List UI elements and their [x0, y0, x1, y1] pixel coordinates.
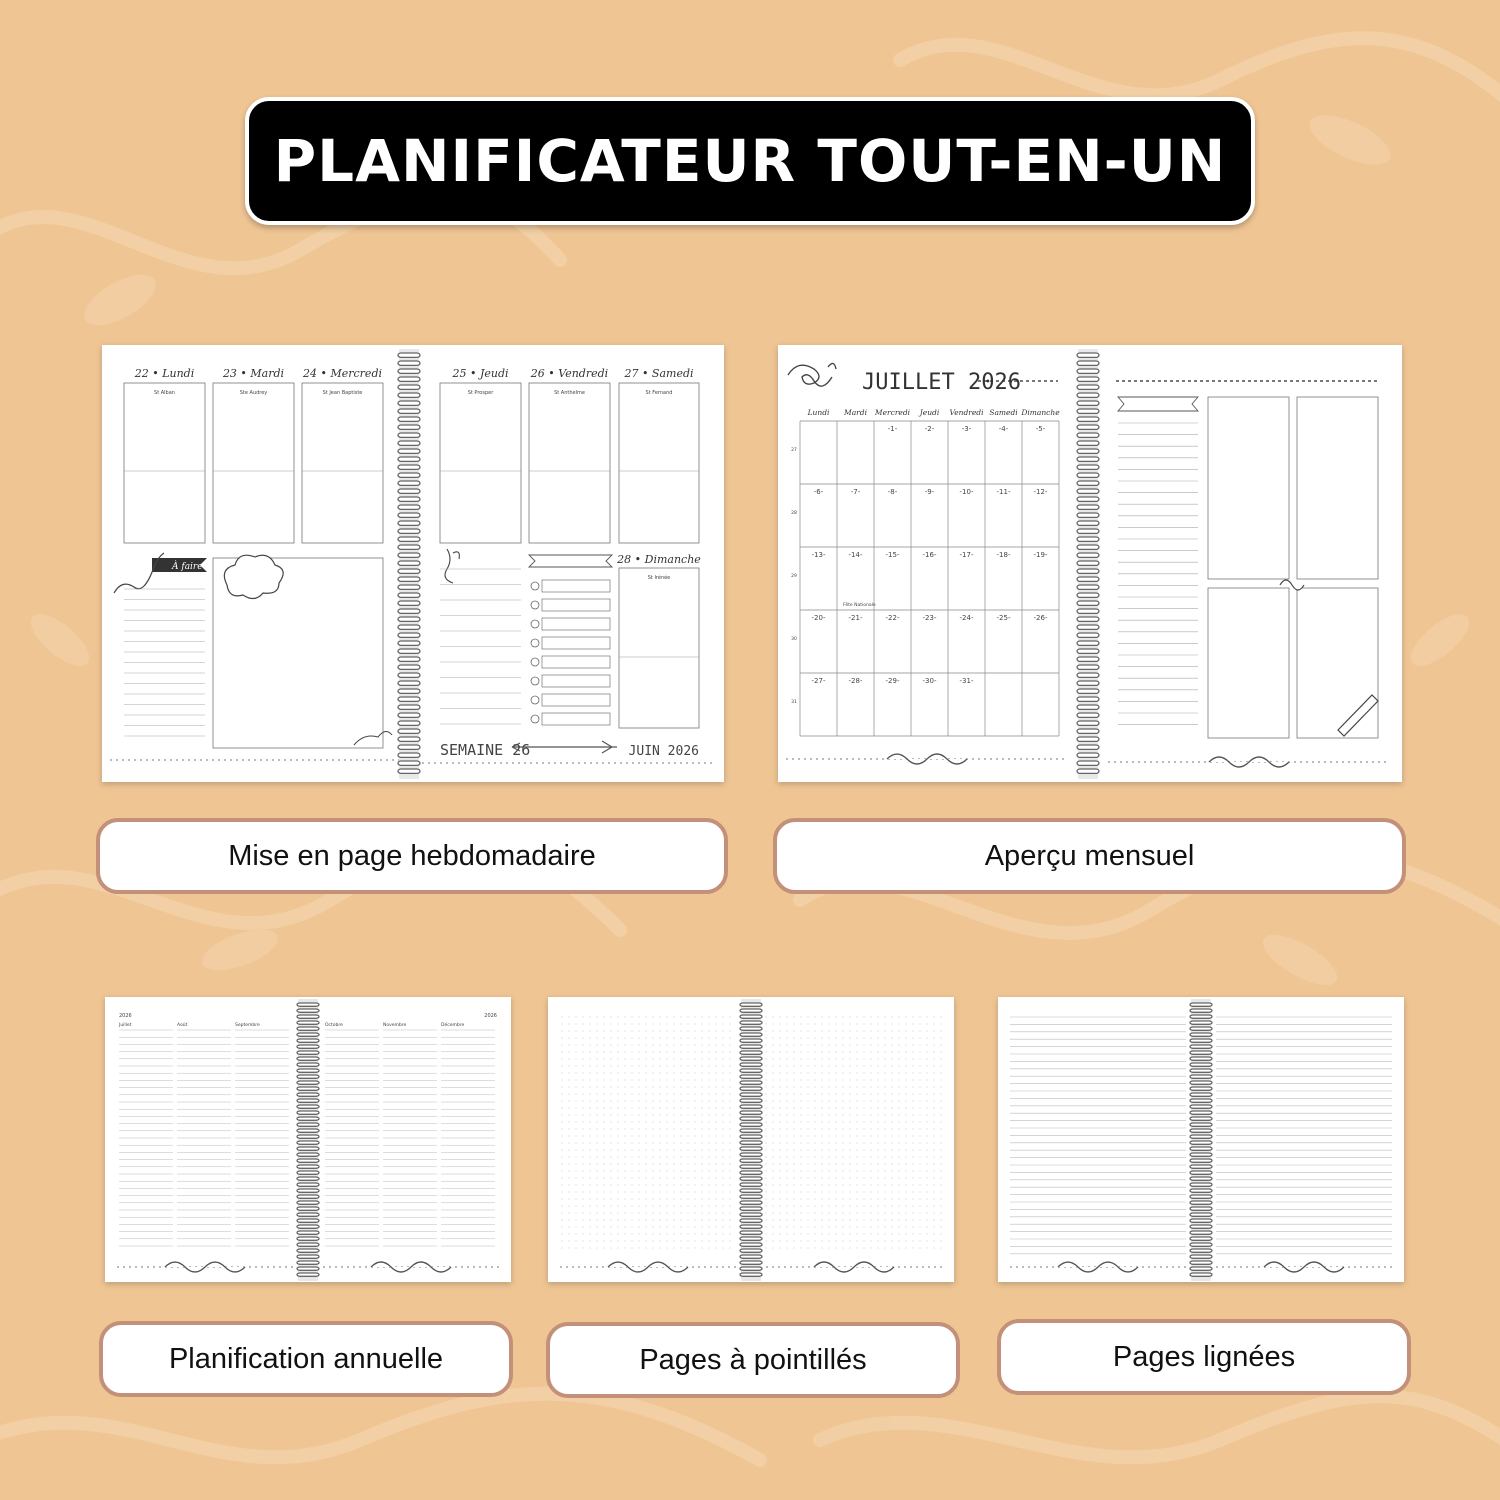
checkbox-icon [531, 715, 539, 723]
calendar-date: -8- [887, 488, 898, 496]
week-number: 28 [791, 511, 797, 516]
weekly-day-box [124, 383, 205, 543]
footer-flourish-left [786, 754, 1068, 764]
weekly-spread [102, 345, 724, 782]
calendar-date: -19- [1033, 551, 1048, 559]
calendar-date: -14- [848, 551, 863, 559]
weekly-day-label: 27 • Samedi [624, 367, 694, 380]
calendar-date: -31- [959, 677, 974, 685]
note-box [1297, 397, 1378, 579]
weekly-day-label: 22 • Lundi [134, 367, 195, 380]
lined-pages-preview [998, 997, 1404, 1282]
calendar-date: -4- [998, 425, 1009, 433]
monthly-planner-preview [778, 345, 1402, 782]
week-number: 31 [791, 700, 797, 705]
week-number: 30 [791, 637, 797, 642]
sprout-icon [445, 549, 459, 583]
calendar-date: -22- [885, 614, 900, 622]
calendar-date: -25- [996, 614, 1011, 622]
caption-annual [99, 1321, 513, 1397]
calendar-date: -26- [1033, 614, 1048, 622]
calendar-date: -20- [811, 614, 826, 622]
calendar-date: -21- [848, 614, 863, 622]
calendar-date: -24- [959, 614, 974, 622]
weekly-day-label: 24 • Mercredi [303, 367, 382, 380]
weekly-saint-sunday: St Irénée [647, 575, 671, 581]
weekly-saint: St Alban [154, 390, 175, 396]
weekly-day-label: 26 • Vendredi [530, 367, 609, 380]
weekday-label: Dimanche [1021, 408, 1060, 417]
calendar-date: -27- [811, 677, 826, 685]
leaf-flourish-icon [354, 731, 392, 745]
calendar-date: -9- [924, 488, 935, 496]
caption-lined [997, 1319, 1411, 1395]
week-label: SEMAINE 26 [440, 741, 531, 759]
holiday-label: Fête Nationale [843, 603, 876, 608]
caption-monthly [773, 818, 1406, 894]
caption-dotted [546, 1322, 960, 1398]
dotted-pages-preview [548, 997, 954, 1282]
annual-year-right: 2026 [484, 1013, 497, 1019]
month-title: JUILLET 2026 [862, 370, 1021, 395]
dotted-spread [548, 997, 954, 1282]
annual-month-column [119, 1030, 173, 1246]
checkbox-icon [531, 601, 539, 609]
month-label: JUIN 2026 [628, 744, 699, 759]
footer-flourish-right [323, 1262, 499, 1272]
weekly-saint: St Anthelme [554, 390, 585, 396]
calendar-date: -11- [996, 488, 1011, 496]
calendar-date: -30- [922, 677, 937, 685]
calendar-date: -28- [848, 677, 863, 685]
footer-flourish-right [1216, 1262, 1392, 1272]
annual-month-label: Juillet [119, 1023, 132, 1028]
spiral-binding [297, 999, 319, 1281]
weekly-day-label: 25 • Jeudi [452, 367, 509, 380]
calendar-date: -12- [1033, 488, 1048, 496]
weekday-label: Lundi [807, 408, 830, 417]
footer-flourish-left [1010, 1262, 1186, 1272]
title-banner [245, 97, 1255, 225]
checkbox-icon [531, 677, 539, 685]
weekly-saint: St Fernand [645, 390, 673, 396]
weekday-label: Jeudi [919, 408, 940, 417]
pencil-icon [1338, 695, 1378, 736]
calendar-date: -23- [922, 614, 937, 622]
spiral-binding [398, 349, 420, 779]
weekly-day-box [440, 383, 521, 543]
caption-weekly [96, 818, 728, 894]
weekly-planner-preview [102, 345, 724, 782]
weekly-saint: St Prosper [467, 390, 494, 396]
week-number: 29 [791, 574, 797, 579]
caption-lined-label: Pages lignées [1112, 1340, 1296, 1373]
calendar-date: -7- [850, 488, 861, 496]
annual-month-label: Novembre [383, 1023, 407, 1028]
caption-annual-label: Planification annuelle [168, 1342, 444, 1375]
calendar-date: -2- [924, 425, 935, 433]
weekday-label: Vendredi [949, 408, 984, 417]
swirl-icon [788, 363, 836, 386]
calendar-date: -1- [887, 425, 898, 433]
weekly-day-box [213, 383, 294, 543]
annual-month-label: Octobre [325, 1023, 343, 1028]
footer-flourish-right [1108, 757, 1390, 767]
annual-planner-preview [105, 997, 511, 1282]
calendar-date: -17- [959, 551, 974, 559]
annual-month-label: Décembre [441, 1023, 465, 1028]
checklist-ribbon [529, 555, 612, 567]
notes-ribbon [1118, 397, 1198, 411]
spiral-binding [1190, 999, 1212, 1281]
page-title: PLANIFICATEUR TOUT-EN-UN [273, 127, 1227, 195]
calendar-date: -18- [996, 551, 1011, 559]
weekly-saint: St Jean Baptiste [322, 390, 363, 396]
calendar-date: -29- [885, 677, 900, 685]
weekly-day-label: 23 • Mardi [222, 367, 285, 380]
monthly-spread [778, 345, 1402, 782]
checkbox-icon [531, 620, 539, 628]
annual-month-label: Septembre [235, 1023, 260, 1028]
todo-label: À faire [172, 562, 203, 572]
ornament-icon [1280, 580, 1304, 590]
calendar-date: -13- [811, 551, 826, 559]
weekly-day-box [302, 383, 383, 543]
weekly-day-box [619, 383, 699, 543]
checkbox-icon [531, 658, 539, 666]
week-number: 27 [791, 448, 797, 453]
caption-weekly-label: Mise en page hebdomadaire [228, 839, 596, 872]
calendar-date: -3- [961, 425, 972, 433]
note-box [1297, 588, 1378, 738]
caption-dotted-label: Pages à pointillés [639, 1343, 867, 1376]
lined-spread [998, 997, 1404, 1282]
note-box [1208, 397, 1289, 579]
note-box [1208, 588, 1289, 738]
weekday-label: Mardi [844, 408, 867, 417]
annual-month-column [177, 1030, 231, 1246]
checkbox-icon [531, 696, 539, 704]
annual-month-column [441, 1030, 495, 1246]
annual-month-column [325, 1030, 379, 1246]
calendar-date: -16- [922, 551, 937, 559]
calendar-date: -10- [959, 488, 974, 496]
annual-spread [105, 997, 511, 1282]
annual-year-left: 2026 [119, 1013, 132, 1019]
spiral-binding [740, 999, 762, 1281]
checkbox-icon [531, 639, 539, 647]
calendar-date: -6- [813, 488, 824, 496]
annual-month-column [383, 1030, 437, 1246]
cloud-icon [224, 555, 283, 598]
weekday-label: Mercredi [874, 408, 911, 417]
footer-flourish-left [560, 1262, 736, 1272]
sunday-box [619, 568, 699, 728]
checkbox-icon [531, 582, 539, 590]
weekly-saint: Ste Audrey [239, 390, 268, 396]
footer-flourish-right [766, 1262, 942, 1272]
calendar-date: -5- [1035, 425, 1046, 433]
annual-month-label: Août [177, 1023, 188, 1028]
calendar-date: -15- [885, 551, 900, 559]
weekly-day-box [529, 383, 610, 543]
weekly-day-label-sunday: 28 • Dimanche [617, 553, 701, 566]
caption-monthly-label: Aperçu mensuel [984, 839, 1195, 872]
footer-flourish-left [117, 1262, 293, 1272]
annual-month-column [235, 1030, 289, 1246]
spiral-binding [1077, 349, 1099, 779]
weekday-label: Samedi [989, 408, 1018, 417]
